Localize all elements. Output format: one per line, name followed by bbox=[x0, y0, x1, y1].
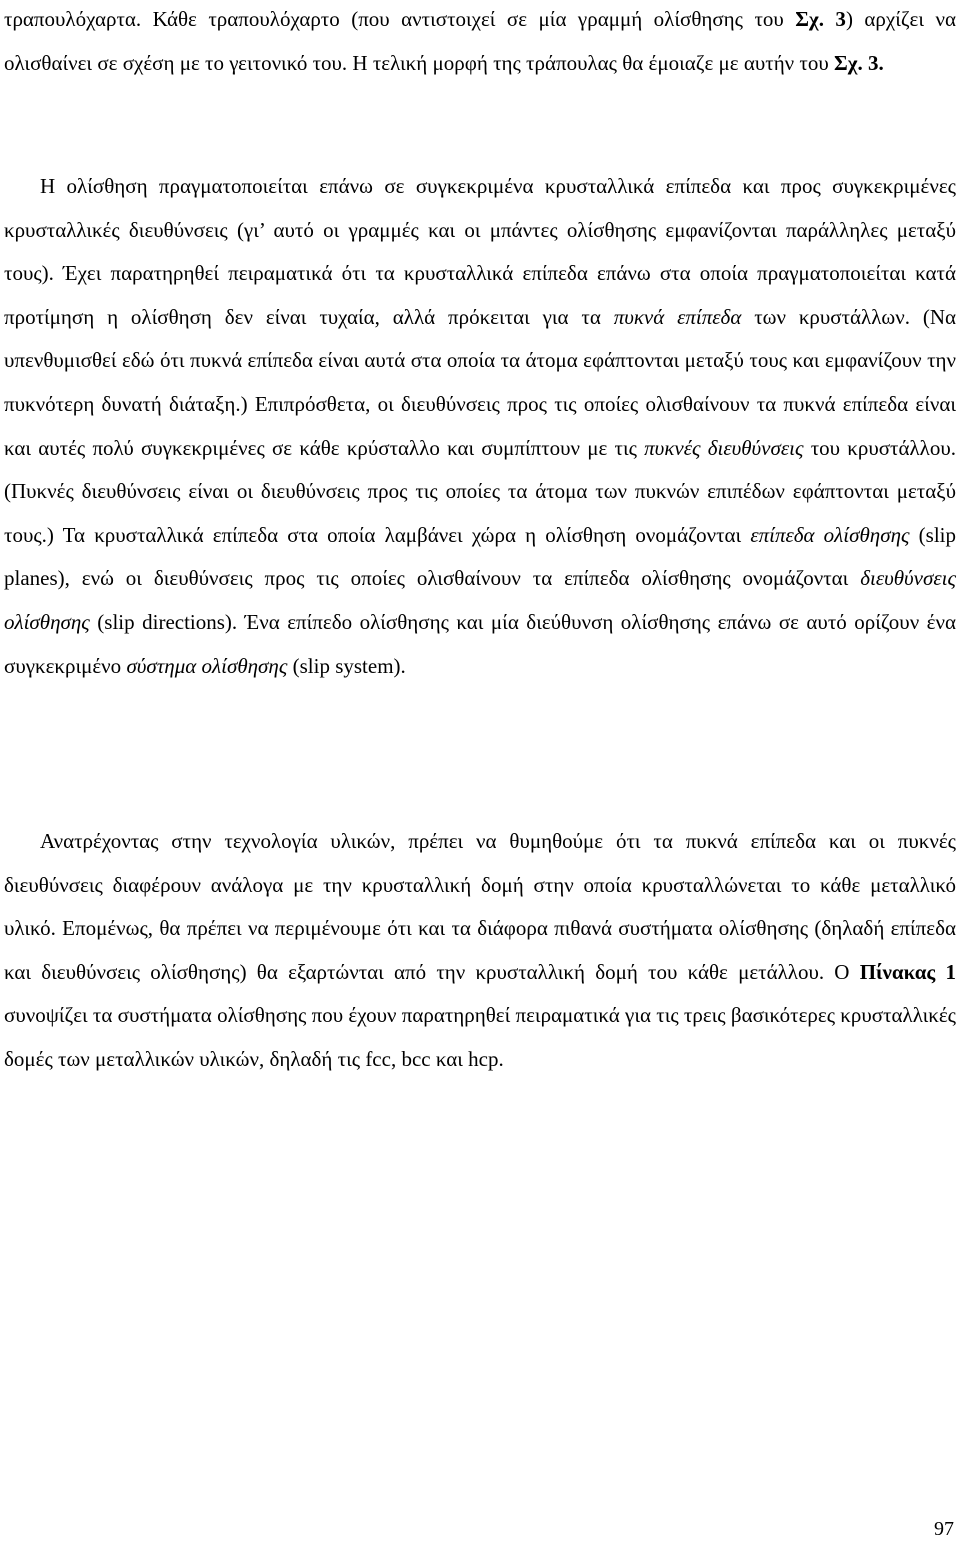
text-run: (slip directions). Ένα επίπεδο ολίσθησης και μία διεύθυνση ολίσθησης επάνω σε αυτό ορίζουν ένα συγκεκριμένο bbox=[4, 609, 956, 678]
figure-reference: Σχ. 3 bbox=[795, 7, 846, 31]
text-run: (slip planes), ενώ οι διευθύνσεις προς τις οποίες ολισθαίνουν τα επίπεδα ολίσθησης ονομάζονται bbox=[4, 522, 956, 591]
emphasis-term: πυκνά επίπεδα bbox=[613, 304, 742, 329]
paragraph-slip-planes bbox=[4, 165, 956, 688]
paragraph-slip-systems bbox=[4, 820, 956, 1082]
emphasis-term: πυκνές διευθύνσεις bbox=[644, 435, 804, 460]
paragraph-deck-analogy bbox=[4, 0, 956, 85]
emphasis-term: σύστημα ολίσθησης bbox=[126, 653, 288, 678]
text-run: των κρυστάλλων. (Να υπενθυμισθεί εδώ ότι πυκνά επίπεδα είναι αυτά στα οποία τα άτομα εφάπτονται μεταξύ τους και εμφανίζουν την πυκνότερη δυνατή διάταξη.) Επιπρόσθετα, οι διευθύνσεις προς τις οποίες ολισθαίνουν τα πυκνά επίπεδα είναι και αυτές πολύ συγκεκριμένες σε κάθε κρύσταλλο και συμπίπτουν με τις bbox=[4, 304, 956, 460]
table-reference: Πίνακας 1 bbox=[859, 959, 956, 984]
text-run: τραπουλόχαρτα. Κάθε τραπουλόχαρτο (που αντιστοιχεί σε μία γραμμή ολίσθησης του bbox=[4, 7, 796, 31]
text-run: Η ολίσθηση πραγματοποιείται επάνω σε συγκεκριμένα κρυσταλλικά επίπεδα και προς συγκεκριμένες κρυσταλλικές διευθύνσεις (γι’ αυτό οι γραμμές και οι μπάντες ολίσθησης εμφανίζονται παράλληλες μεταξύ τους). Έχει παρατηρηθεί πειραματικά ότι τα κρυσταλλικά επίπεδα επάνω στα οποία πραγματοποιείται κατά προτίμηση η ολίσθηση δεν είναι τυχαία, αλλά πρόκειται για τα bbox=[4, 174, 956, 329]
page-number: 97 bbox=[934, 1518, 954, 1540]
text-run: συνοψίζει τα συστήματα ολίσθησης που έχουν παρατηρηθεί πειραματικά για τις τρεις βασικότερες κρυσταλλικές δομές των μεταλλικών υλικών, δηλαδή τις fcc, bcc και hcp. bbox=[4, 1003, 956, 1071]
text-run: ) αρχίζει να ολισθαίνει σε σχέση με το γειτονικό του. Η τελική μορφή της τράπουλας θα έμοιαζε με αυτήν του bbox=[4, 7, 956, 75]
emphasis-term: επίπεδα ολίσθησης bbox=[750, 522, 910, 547]
figure-reference: Σχ. 3. bbox=[834, 50, 884, 75]
text-run: (slip system). bbox=[287, 653, 406, 678]
emphasis-term: διευθύνσεις ολίσθησης bbox=[4, 566, 956, 634]
text-run: Ανατρέχοντας στην τεχνολογία υλικών, πρέπει να θυμηθούμε ότι τα πυκνά επίπεδα και οι πυκνές διευθύνσεις διαφέρουν ανάλογα με την κρυσταλλική δομή στην οποία κρυσταλλώνεται το κάθε μεταλλικό υλικό. Επομένως, θα πρέπει να περιμένουμε ότι και τα διάφορα πιθανά συστήματα ολίσθησης (δηλαδή επίπεδα και διευθύνσεις ολίσθησης) θα εξαρτώνται από την κρυσταλλική δομή του κάθε μετάλλου. Ο bbox=[4, 829, 956, 984]
text-run: του κρυστάλλου. (Πυκνές διευθύνσεις είναι οι διευθύνσεις προς τις οποίες τα άτομα των πυκνών επιπέδων εφάπτονται μεταξύ τους.) Τα κρυσταλλικά επίπεδα στα οποία λαμβάνει χώρα η ολίσθηση ονομάζονται bbox=[4, 435, 956, 547]
